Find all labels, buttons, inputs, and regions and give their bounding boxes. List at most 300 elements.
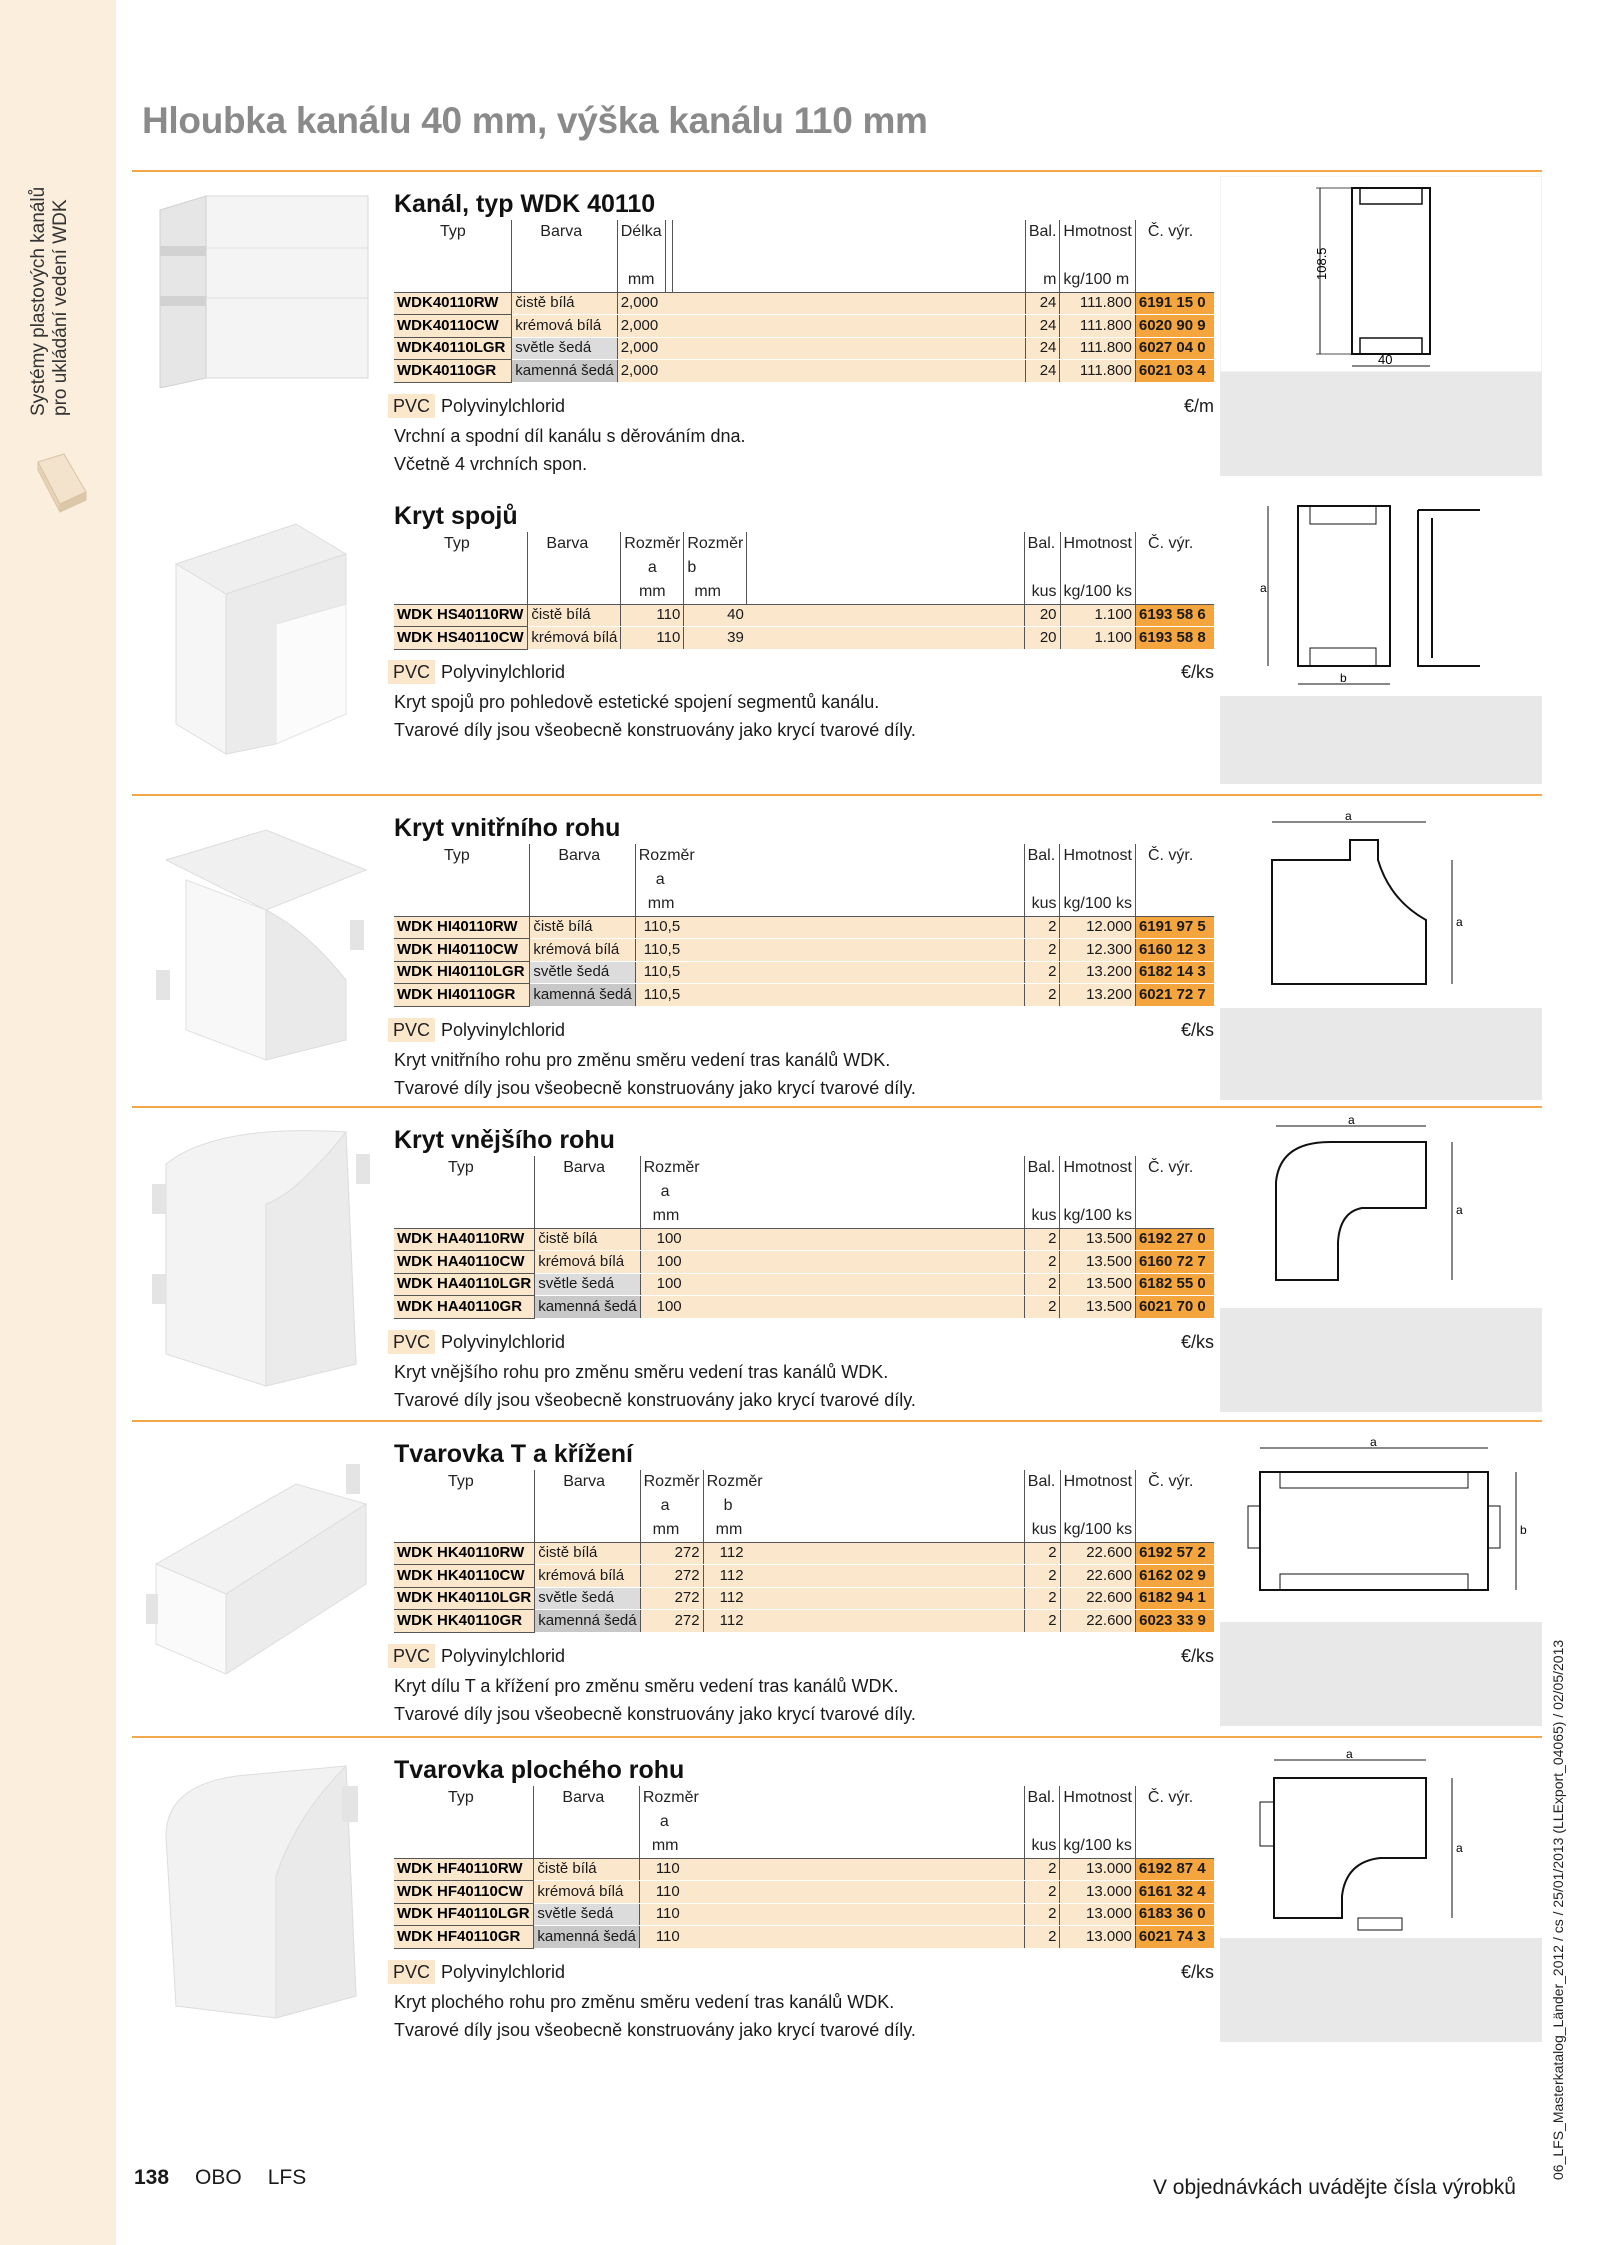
cell-pack: 2 xyxy=(1024,1228,1060,1251)
cell-color: světle šedá xyxy=(512,337,617,360)
cell-length: 2,000 xyxy=(617,360,665,383)
col-header-dim-a: Rozměr xyxy=(635,844,698,868)
unit-pack: kus xyxy=(1024,1834,1060,1858)
cell-length: 2,000 xyxy=(617,337,665,360)
col-header-dim-a: Rozměr xyxy=(640,1470,703,1494)
col-header-weight: Hmotnost xyxy=(1060,220,1135,244)
page-number: 138 xyxy=(134,2166,170,2189)
dim-a-side-label: a xyxy=(1456,1841,1463,1855)
cell-item-number: 6162 02 9 xyxy=(1136,1565,1214,1588)
cell-weight: 13.000 xyxy=(1060,1881,1135,1904)
col-header-pack: Bal. xyxy=(1024,1786,1060,1810)
material-line xyxy=(388,1960,1214,1984)
col-header-dim-b: Rozměr xyxy=(684,532,747,556)
cell-color: světle šedá xyxy=(535,1587,640,1610)
col-header-weight: Hmotnost xyxy=(1060,532,1135,556)
flat-corner-photo xyxy=(146,1756,376,2026)
dim-a-symbol: a xyxy=(640,1180,703,1204)
col-header-item-number: Č. výr. xyxy=(1135,844,1214,868)
price-unit: €/ks xyxy=(1180,1020,1214,1040)
cell-dim-a: 110,5 xyxy=(635,984,698,1007)
description-line: Tvarové díly jsou všeobecně konstruovány jako krycí tvarové díly. xyxy=(394,720,916,740)
col-header-type: Typ xyxy=(444,535,470,552)
cell-item-number: 6182 14 3 xyxy=(1135,961,1214,984)
material-line xyxy=(388,394,1214,418)
col-header-pack: Bal. xyxy=(1024,532,1060,556)
cell-color: čistě bílá xyxy=(534,1858,639,1881)
col-header-weight: Hmotnost xyxy=(1060,844,1135,868)
table-row xyxy=(394,961,1214,984)
cell-pack: 2 xyxy=(1024,984,1060,1007)
cell-item-number: 6192 57 2 xyxy=(1136,1542,1214,1565)
cell-color: světle šedá xyxy=(535,1273,640,1296)
cell-color: světle šedá xyxy=(534,1903,639,1926)
cell-dim-a: 110,5 xyxy=(635,939,698,962)
dim-a-side-label: a xyxy=(1456,915,1463,929)
cell-weight: 22.600 xyxy=(1060,1610,1135,1633)
cell-weight: 13.500 xyxy=(1060,1273,1135,1296)
description-line: Kryt dílu T a křížení pro změnu směru vedení tras kanálů WDK. xyxy=(394,1676,899,1696)
col-header-item-number: Č. výr. xyxy=(1136,1470,1214,1494)
cell-weight: 13.000 xyxy=(1060,1858,1135,1881)
cell-type: WDK HF40110GR xyxy=(394,1926,534,1949)
side-label xyxy=(28,186,88,416)
product-section-channel xyxy=(132,170,1542,478)
dim-b-symbol: b xyxy=(684,556,747,580)
cell-color: krémová bílá xyxy=(535,1565,640,1588)
col-header-type: Typ xyxy=(448,1789,474,1806)
cell-color: čistě bílá xyxy=(535,1228,640,1251)
col-header-weight: Hmotnost xyxy=(1060,1156,1135,1180)
cell-color: čistě bílá xyxy=(530,916,635,939)
product-section-joint-cover xyxy=(132,484,1542,792)
price-unit: €/ks xyxy=(1180,662,1214,682)
col-header-item-number: Č. výr. xyxy=(1136,532,1214,556)
unit-dim-a: mm xyxy=(640,1204,703,1228)
cell-dim-a: 110 xyxy=(621,627,684,650)
cell-type: WDK40110CW xyxy=(394,315,512,338)
unit-weight: kg/100 ks xyxy=(1060,1518,1135,1542)
cell-item-number: 6191 97 5 xyxy=(1135,916,1214,939)
cell-item-number: 6182 55 0 xyxy=(1135,1273,1214,1296)
cell-weight: 1.100 xyxy=(1060,604,1135,627)
cell-color: krémová bílá xyxy=(512,315,617,338)
cell-item-number: 6161 32 4 xyxy=(1135,1881,1214,1904)
cell-weight: 13.500 xyxy=(1060,1296,1135,1319)
cell-type: WDK HA40110GR xyxy=(394,1296,535,1319)
cell-pack: 24 xyxy=(1025,292,1060,315)
cell-pack: 20 xyxy=(1024,627,1060,650)
pvc-tag: PVC xyxy=(388,1330,435,1354)
spec-table xyxy=(394,220,1214,383)
table-row xyxy=(394,1296,1214,1319)
col-header-type: Typ xyxy=(440,223,466,240)
cell-color: kamenná šedá xyxy=(535,1610,640,1633)
dim-a-top-label: a xyxy=(1345,809,1352,823)
material-line xyxy=(388,1018,1214,1042)
description xyxy=(394,422,746,478)
col-header-type: Typ xyxy=(444,847,470,864)
section-title: Tvarovka T a křížení xyxy=(394,1440,634,1468)
unit-pack: kus xyxy=(1024,580,1060,604)
cell-color: světle šedá xyxy=(530,961,635,984)
col-header-dim-a: Rozměr xyxy=(639,1786,702,1810)
product-section-t-piece xyxy=(132,1420,1542,1732)
outer-corner-drawing xyxy=(1220,1112,1542,1412)
catalog-code-text: 06_LFS_Masterkatalog_Länder_2012 / cs / 25/01/2013 (LLExport_04065) / 02/05/2013 xyxy=(1550,1639,1566,2180)
material-name: Polyvinylchlorid xyxy=(441,1020,566,1040)
cell-item-number: 6021 70 0 xyxy=(1135,1296,1214,1319)
inner-corner-drawing xyxy=(1220,800,1542,1100)
cell-item-number: 6021 72 7 xyxy=(1135,984,1214,1007)
cell-item-number: 6020 90 9 xyxy=(1135,315,1214,338)
cell-pack: 24 xyxy=(1025,337,1060,360)
cell-dim-a: 110,5 xyxy=(635,961,698,984)
description-line: Kryt vnitřního rohu pro změnu směru vedení tras kanálů WDK. xyxy=(394,1050,891,1070)
cell-dim-a: 100 xyxy=(640,1296,703,1319)
col-header-item-number: Č. výr. xyxy=(1135,1786,1214,1810)
cell-weight: 111.800 xyxy=(1060,360,1135,383)
page-title: Hloubka kanálu 40 mm, výška kanálu 110 mm xyxy=(142,100,928,141)
cell-type: WDK HK40110LGR xyxy=(394,1587,535,1610)
cell-type: WDK HK40110RW xyxy=(394,1542,535,1565)
cell-dim-a: 272 xyxy=(640,1587,703,1610)
col-header-dim-a: Rozměr xyxy=(640,1156,703,1180)
cell-type: WDK HI40110RW xyxy=(394,916,530,939)
dim-a-top-label: a xyxy=(1346,1747,1353,1761)
table-row xyxy=(394,1542,1214,1565)
table-row xyxy=(394,1565,1214,1588)
description xyxy=(394,1046,916,1102)
price-unit: €/ks xyxy=(1180,1646,1214,1666)
cell-pack: 2 xyxy=(1024,1273,1060,1296)
dim-a-top-label: a xyxy=(1348,1113,1355,1127)
description-line: Vrchní a spodní díl kanálu s děrováním dna. xyxy=(394,426,746,446)
material-name: Polyvinylchlorid xyxy=(441,1962,566,1982)
cell-type: WDK HI40110CW xyxy=(394,939,530,962)
cell-dim-b: 112 xyxy=(703,1587,766,1610)
flat-corner-drawing xyxy=(1220,1742,1542,2042)
cell-weight: 111.800 xyxy=(1060,292,1135,315)
cell-type: WDK HK40110CW xyxy=(394,1565,535,1588)
unit-dim-a: mm xyxy=(639,1834,702,1858)
unit-weight: kg/100 ks xyxy=(1060,892,1135,916)
table-row xyxy=(394,1903,1214,1926)
spec-table xyxy=(394,1156,1214,1319)
section-title: Kryt vnějšího rohu xyxy=(394,1126,615,1154)
cell-pack: 2 xyxy=(1024,1251,1060,1274)
col-header-pack: Bal. xyxy=(1025,220,1060,244)
spec-table xyxy=(394,532,1214,650)
material-name: Polyvinylchlorid xyxy=(441,662,566,682)
cell-type: WDK40110RW xyxy=(394,292,512,315)
cell-color: kamenná šedá xyxy=(530,984,635,1007)
catalog-code xyxy=(1550,1530,1580,2180)
material-name: Polyvinylchlorid xyxy=(441,1332,566,1352)
inner-corner-photo xyxy=(146,820,376,1070)
joint-cover-drawing xyxy=(1220,488,1542,784)
footer-brand: OBO xyxy=(195,2166,242,2189)
table-row xyxy=(394,337,1214,360)
pvc-tag: PVC xyxy=(388,394,435,418)
cell-item-number: 6182 94 1 xyxy=(1136,1587,1214,1610)
cell-item-number: 6160 12 3 xyxy=(1135,939,1214,962)
unit-dim-b: mm xyxy=(703,1518,766,1542)
t-piece-photo xyxy=(146,1444,376,1684)
description xyxy=(394,1988,916,2044)
col-header-item-number: Č. výr. xyxy=(1135,1156,1214,1180)
unit-pack: m xyxy=(1025,268,1060,292)
cell-type: WDK40110GR xyxy=(394,360,512,383)
cell-type: WDK HS40110RW xyxy=(394,604,528,627)
t-piece-drawing xyxy=(1220,1426,1542,1726)
description-line: Kryt plochého rohu pro změnu směru vedení tras kanálů WDK. xyxy=(394,1992,895,2012)
col-header-dim-b: Rozměr xyxy=(703,1470,766,1494)
cell-length: 2,000 xyxy=(617,315,665,338)
channel-photo xyxy=(146,188,376,388)
table-row xyxy=(394,1610,1214,1633)
cell-pack: 24 xyxy=(1025,360,1060,383)
page-footer xyxy=(134,2166,332,2190)
cell-weight: 22.600 xyxy=(1060,1542,1135,1565)
dim-width-label: 40 xyxy=(1378,352,1393,367)
dim-b-symbol: b xyxy=(703,1494,766,1518)
cell-weight: 13.200 xyxy=(1060,984,1135,1007)
cell-weight: 13.000 xyxy=(1060,1903,1135,1926)
unit-dim-a: mm xyxy=(635,892,698,916)
cell-color: krémová bílá xyxy=(534,1881,639,1904)
col-header-color: Barva xyxy=(512,220,617,244)
table-row xyxy=(394,939,1214,962)
cell-dim-b: 112 xyxy=(703,1565,766,1588)
cell-color: kamenná šedá xyxy=(535,1296,640,1319)
cell-pack: 2 xyxy=(1024,1610,1060,1633)
price-unit: €/m xyxy=(1183,396,1214,416)
col-header-length: Délka xyxy=(617,220,665,244)
cell-item-number: 6160 72 7 xyxy=(1135,1251,1214,1274)
cell-type: WDK40110LGR xyxy=(394,337,512,360)
product-section-inner-corner xyxy=(132,794,1542,1104)
table-row xyxy=(394,1228,1214,1251)
unit-weight: kg/100 ks xyxy=(1060,1204,1135,1228)
cell-color: krémová bílá xyxy=(528,627,621,650)
col-header-type: Typ xyxy=(448,1473,474,1490)
dim-a-symbol: a xyxy=(621,556,684,580)
col-header-item-number: Č. výr. xyxy=(1135,220,1214,244)
description xyxy=(394,688,916,744)
side-label-text: Systémy plastových kanálů pro ukládání vedení WDK xyxy=(28,186,71,416)
cell-dim-b: 39 xyxy=(684,627,747,650)
cell-dim-a: 272 xyxy=(640,1542,703,1565)
unit-weight: kg/100 ks xyxy=(1060,1834,1135,1858)
cell-color: krémová bílá xyxy=(530,939,635,962)
cell-length: 2,000 xyxy=(617,292,665,315)
dim-a-symbol: a xyxy=(640,1494,703,1518)
description-line: Tvarové díly jsou všeobecně konstruovány jako krycí tvarové díly. xyxy=(394,1390,916,1410)
material-line xyxy=(388,1330,1214,1354)
table-row xyxy=(394,916,1214,939)
cell-item-number: 6027 04 0 xyxy=(1135,337,1214,360)
table-row xyxy=(394,1587,1214,1610)
cell-dim-b: 112 xyxy=(703,1610,766,1633)
col-header-color: Barva xyxy=(528,532,621,556)
channel-thumbnail-icon xyxy=(34,452,90,514)
description-line: Včetně 4 vrchních spon. xyxy=(394,454,588,474)
cell-pack: 2 xyxy=(1024,1903,1060,1926)
cell-dim-a: 100 xyxy=(640,1228,703,1251)
col-header-weight: Hmotnost xyxy=(1060,1786,1135,1810)
col-header-color: Barva xyxy=(534,1786,639,1810)
unit-pack: kus xyxy=(1024,892,1060,916)
section-title: Tvarovka plochého rohu xyxy=(394,1756,685,1784)
table-row xyxy=(394,360,1214,383)
section-title: Kryt vnitřního rohu xyxy=(394,814,621,842)
price-unit: €/ks xyxy=(1180,1332,1214,1352)
cell-weight: 111.800 xyxy=(1060,315,1135,338)
spec-table xyxy=(394,1470,1214,1633)
product-section-flat-corner xyxy=(132,1736,1542,2066)
col-header-pack: Bal. xyxy=(1024,1156,1060,1180)
table-row xyxy=(394,1251,1214,1274)
col-header-pack: Bal. xyxy=(1024,1470,1060,1494)
spec-table xyxy=(394,1786,1214,1949)
section-title: Kanál, typ WDK 40110 xyxy=(394,190,656,218)
unit-length: mm xyxy=(617,268,665,292)
pvc-tag: PVC xyxy=(388,1018,435,1042)
table-row xyxy=(394,1881,1214,1904)
cell-color: kamenná šedá xyxy=(512,360,617,383)
material-name: Polyvinylchlorid xyxy=(441,1646,566,1666)
table-row xyxy=(394,604,1214,627)
cell-color: kamenná šedá xyxy=(534,1926,639,1949)
description xyxy=(394,1672,916,1728)
dim-a-symbol: a xyxy=(635,868,698,892)
unit-pack: kus xyxy=(1024,1204,1060,1228)
dim-a-side-label: a xyxy=(1456,1203,1463,1217)
dim-a-label: a xyxy=(1370,1435,1377,1449)
cell-dim-b: 40 xyxy=(684,604,747,627)
footer-note: V objednávkách uvádějte čísla výrobků xyxy=(1152,2176,1516,2199)
cell-pack: 20 xyxy=(1024,604,1060,627)
cell-item-number: 6193 58 6 xyxy=(1136,604,1214,627)
col-header-color: Barva xyxy=(535,1470,640,1494)
cell-pack: 2 xyxy=(1024,916,1060,939)
cell-weight: 22.600 xyxy=(1060,1565,1135,1588)
cell-pack: 2 xyxy=(1024,1858,1060,1881)
unit-dim-b: mm xyxy=(684,580,747,604)
dim-b-label: b xyxy=(1340,671,1347,685)
cell-color: čistě bílá xyxy=(512,292,617,315)
cell-weight: 111.800 xyxy=(1060,337,1135,360)
pvc-tag: PVC xyxy=(388,1960,435,1984)
cell-item-number: 6183 36 0 xyxy=(1135,1903,1214,1926)
cell-weight: 13.000 xyxy=(1060,1926,1135,1949)
cell-weight: 13.200 xyxy=(1060,961,1135,984)
section-title: Kryt spojů xyxy=(394,502,518,530)
cell-item-number: 6193 58 8 xyxy=(1136,627,1214,650)
cell-dim-a: 110 xyxy=(639,1858,702,1881)
cell-pack: 2 xyxy=(1024,1542,1060,1565)
cell-color: čistě bílá xyxy=(535,1542,640,1565)
cell-pack: 24 xyxy=(1025,315,1060,338)
cell-type: WDK HF40110LGR xyxy=(394,1903,534,1926)
col-header-pack: Bal. xyxy=(1024,844,1060,868)
product-section-outer-corner xyxy=(132,1106,1542,1416)
unit-weight: kg/100 ks xyxy=(1060,580,1135,604)
cell-type: WDK HF40110CW xyxy=(394,1881,534,1904)
cell-pack: 2 xyxy=(1024,1565,1060,1588)
cell-dim-a: 100 xyxy=(640,1251,703,1274)
cell-pack: 2 xyxy=(1024,961,1060,984)
cell-dim-a: 110,5 xyxy=(635,916,698,939)
cell-dim-b: 112 xyxy=(703,1542,766,1565)
pvc-tag: PVC xyxy=(388,1644,435,1668)
cell-item-number: 6021 03 4 xyxy=(1135,360,1214,383)
cell-dim-a: 110 xyxy=(639,1903,702,1926)
description-line: Tvarové díly jsou všeobecně konstruovány jako krycí tvarové díly. xyxy=(394,1078,916,1098)
unit-dim-a: mm xyxy=(621,580,684,604)
description-line: Kryt spojů pro pohledově estetické spojení segmentů kanálu. xyxy=(394,692,880,712)
cell-pack: 2 xyxy=(1024,1881,1060,1904)
table-row xyxy=(394,984,1214,1007)
cell-type: WDK HK40110GR xyxy=(394,1610,535,1633)
material-line xyxy=(388,660,1214,684)
cell-item-number: 6191 15 0 xyxy=(1135,292,1214,315)
table-row xyxy=(394,292,1214,315)
cell-item-number: 6192 27 0 xyxy=(1135,1228,1214,1251)
description-line: Tvarové díly jsou všeobecně konstruovány jako krycí tvarové díly. xyxy=(394,2020,916,2040)
channel-drawing xyxy=(1220,176,1542,476)
col-header-weight: Hmotnost xyxy=(1060,1470,1135,1494)
col-header-color: Barva xyxy=(535,1156,640,1180)
cell-type: WDK HA40110LGR xyxy=(394,1273,535,1296)
col-header-dim-a: Rozměr xyxy=(621,532,684,556)
cell-pack: 2 xyxy=(1024,1587,1060,1610)
cell-color: čistě bílá xyxy=(528,604,621,627)
cell-type: WDK HI40110LGR xyxy=(394,961,530,984)
spec-table xyxy=(394,844,1214,1007)
cell-weight: 13.500 xyxy=(1060,1228,1135,1251)
outer-corner-photo xyxy=(146,1124,376,1394)
dim-a-label: a xyxy=(1260,581,1267,595)
description xyxy=(394,1358,916,1414)
table-row xyxy=(394,315,1214,338)
cell-weight: 13.500 xyxy=(1060,1251,1135,1274)
unit-pack: kus xyxy=(1024,1518,1060,1542)
cell-weight: 22.600 xyxy=(1060,1587,1135,1610)
cell-dim-a: 110 xyxy=(639,1926,702,1949)
table-row xyxy=(394,1273,1214,1296)
unit-dim-a: mm xyxy=(640,1518,703,1542)
table-row xyxy=(394,1858,1214,1881)
cell-dim-a: 272 xyxy=(640,1610,703,1633)
joint-cover-photo xyxy=(146,514,376,764)
cell-pack: 2 xyxy=(1024,1926,1060,1949)
cell-type: WDK HA40110RW xyxy=(394,1228,535,1251)
cell-pack: 2 xyxy=(1024,1296,1060,1319)
dim-height-label: 108.5 xyxy=(1314,247,1329,280)
cell-pack: 2 xyxy=(1024,939,1060,962)
cell-weight: 1.100 xyxy=(1060,627,1135,650)
cell-item-number: 6021 74 3 xyxy=(1135,1926,1214,1949)
cell-dim-a: 110 xyxy=(621,604,684,627)
cell-item-number: 6192 87 4 xyxy=(1135,1858,1214,1881)
cell-type: WDK HF40110RW xyxy=(394,1858,534,1881)
col-header-color: Barva xyxy=(530,844,635,868)
description-line: Tvarové díly jsou všeobecně konstruovány jako krycí tvarové díly. xyxy=(394,1704,916,1724)
cell-type: WDK HA40110CW xyxy=(394,1251,535,1274)
table-row xyxy=(394,1926,1214,1949)
